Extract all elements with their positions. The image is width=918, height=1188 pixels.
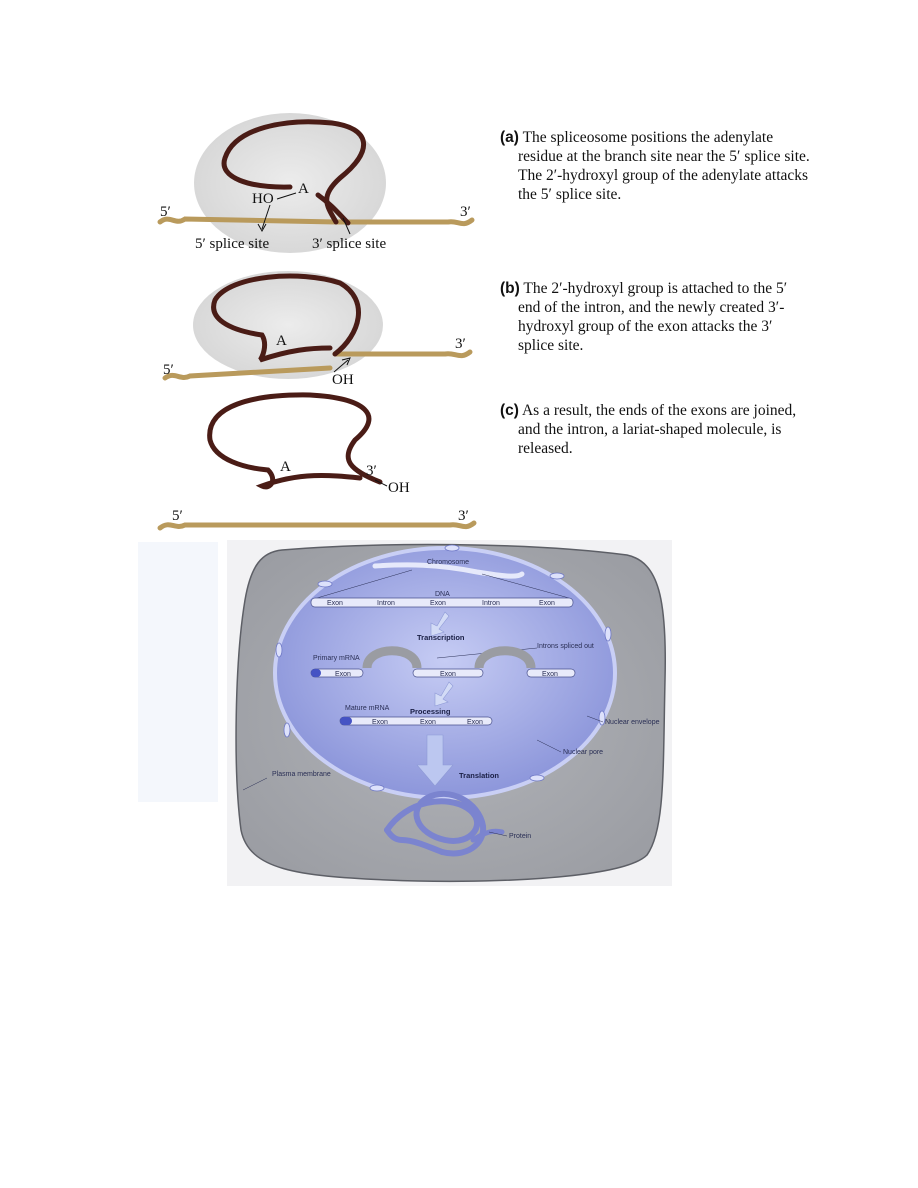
- label-3prime-c: 3′: [458, 508, 469, 524]
- joined-exons-c: [160, 523, 474, 528]
- dna-seg-5: Exon: [539, 600, 555, 607]
- label-5prime-b: 5′: [163, 362, 174, 378]
- caption-c-tag: (c): [500, 402, 519, 419]
- primary-seg-1: Exon: [335, 671, 351, 678]
- caption-b: [500, 279, 800, 355]
- dna-seg-2: Intron: [377, 600, 395, 607]
- label-translation: Translation: [459, 771, 500, 780]
- panel-b-diagram: [163, 271, 470, 388]
- label-5-splice-site: 5′ splice site: [195, 236, 270, 252]
- label-nuclear-pore: Nuclear pore: [563, 749, 604, 756]
- primary-seg-3: Exon: [542, 671, 558, 678]
- label-a-a: A: [298, 181, 309, 197]
- primary-seg-2: Exon: [440, 671, 456, 678]
- label-processing: Processing: [410, 707, 451, 716]
- label-a-c: A: [280, 459, 291, 475]
- label-ho-a: HO: [252, 191, 274, 207]
- label-chromosome: Chromosome: [427, 559, 470, 566]
- mature-seg-2: Exon: [420, 719, 436, 726]
- mature-seg-1: Exon: [372, 719, 388, 726]
- label-protein: Protein: [509, 833, 532, 840]
- splicing-figure: [0, 0, 918, 540]
- label-3prime-b: 3′: [455, 336, 466, 352]
- side-panel: [138, 542, 218, 802]
- cell-diagram: [227, 540, 672, 886]
- label-plasma-membrane: Plasma membrane: [272, 771, 331, 778]
- dna-seg-1: Exon: [327, 600, 343, 607]
- label-oh-c: OH: [388, 480, 410, 496]
- caption-b-tag: (b): [500, 280, 520, 297]
- primary-mrna-strand: [311, 669, 575, 678]
- label-5prime-a: 5′: [160, 204, 171, 220]
- label-dna: DNA: [435, 591, 450, 598]
- label-mature-mrna: Mature mRNA: [345, 705, 390, 712]
- dna-seg-3: Exon: [430, 600, 446, 607]
- caption-a-text: The spliceosome positions the adenylate residue at the branch site near the 5′ splice site. The 2′-hydroxyl group of the adenylate attacks the 5′ splice site.: [518, 129, 810, 203]
- label-3prime-a: 3′: [460, 204, 471, 220]
- caption-a-tag: (a): [500, 129, 519, 146]
- exon-right-a: [336, 220, 472, 224]
- label-nuclear-envelope: Nuclear envelope: [605, 719, 660, 726]
- label-3-splice-site: 3′ splice site: [312, 236, 387, 252]
- label-introns-spliced-out: Introns spliced out: [537, 643, 594, 650]
- label-3prime-lariat: 3′: [366, 463, 377, 479]
- panel-c-diagram: [160, 395, 474, 528]
- label-5prime-c: 5′: [172, 508, 183, 524]
- label-a-b: A: [276, 333, 287, 349]
- caption-b-text: The 2′-hydroxyl group is attached to the 5′ end of the intron, and the newly created 3′-hydroxyl group of the exon attacks the 3′ splice site.: [518, 280, 788, 354]
- dna-strand: [311, 598, 573, 607]
- lariat-c: [210, 395, 380, 487]
- dna-seg-4: Intron: [482, 600, 500, 607]
- label-oh-b: OH: [332, 372, 354, 388]
- mature-mrna-strand: [340, 717, 492, 726]
- label-primary-mrna: Primary mRNA: [313, 655, 360, 662]
- caption-c-text: As a result, the ends of the exons are joined, and the intron, a lariat-shaped molecule, is released.: [518, 402, 797, 457]
- label-transcription: Transcription: [417, 633, 465, 642]
- caption-c: [500, 401, 800, 458]
- exon-left-a: [160, 219, 336, 222]
- caption-a: [500, 128, 820, 204]
- exon-right-b: [335, 352, 470, 356]
- panel-a-diagram: [160, 113, 472, 253]
- mature-seg-3: Exon: [467, 719, 483, 726]
